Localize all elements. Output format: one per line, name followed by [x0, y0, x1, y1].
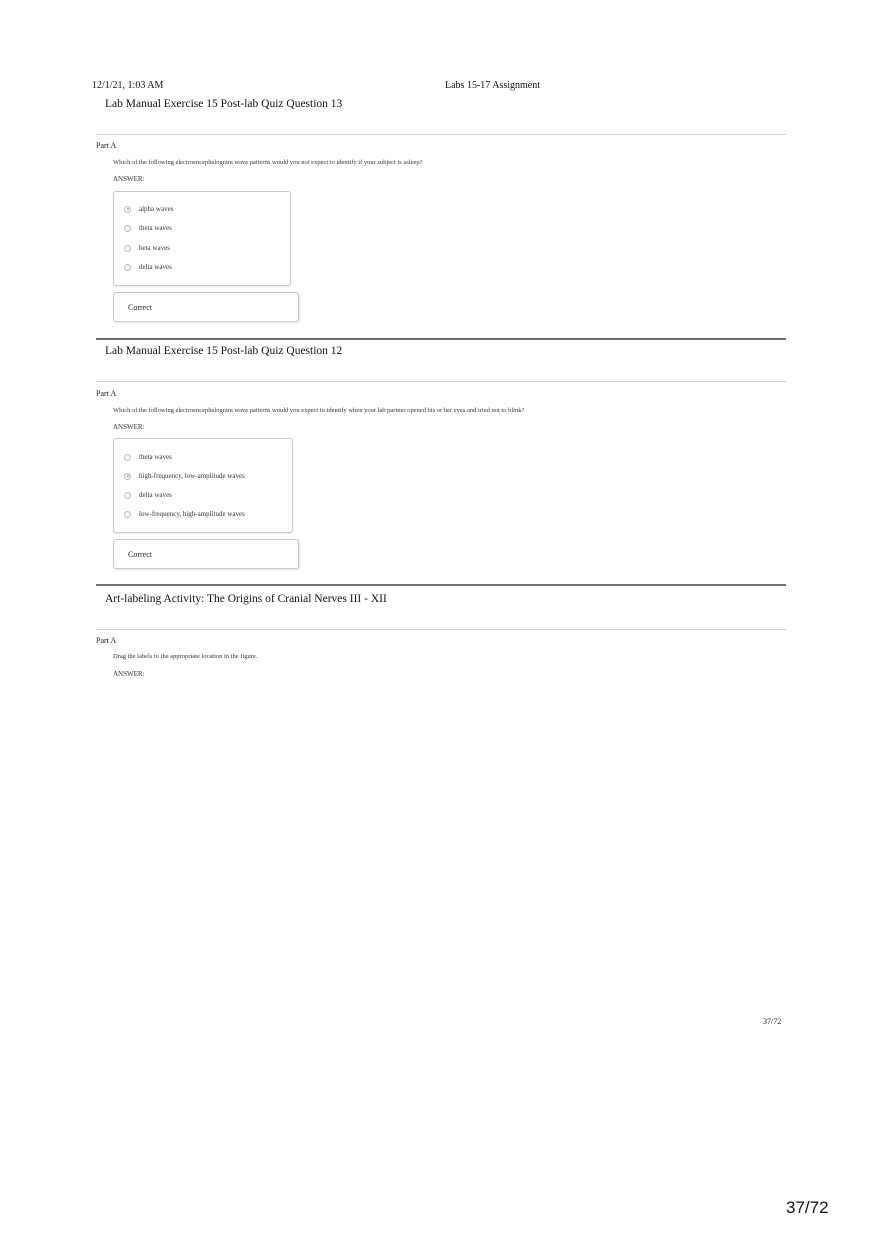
page-number: 37/72 [763, 1017, 782, 1026]
part-label: Part A [96, 636, 117, 645]
radio-icon[interactable] [124, 225, 131, 232]
option-label: delta waves [139, 491, 172, 499]
radio-icon[interactable] [124, 264, 131, 271]
activity-prompt: Drag the labels to the appropriate location in the figure. [113, 653, 258, 660]
question-title-12: Lab Manual Exercise 15 Post-lab Quiz Question 12 [105, 345, 343, 357]
answer-label: ANSWER: [113, 175, 145, 183]
feedback-text: Correct [128, 302, 152, 312]
option-label: high-frequency, low-amplitude waves [139, 472, 245, 480]
answer-option[interactable] [124, 224, 172, 232]
answer-label: ANSWER: [113, 423, 145, 431]
section-divider [96, 338, 786, 340]
radio-icon[interactable] [124, 492, 131, 499]
feedback-box [113, 539, 299, 569]
answer-option[interactable] [124, 205, 173, 213]
answer-option[interactable] [124, 510, 245, 518]
answer-option[interactable] [124, 453, 172, 461]
print-datetime: 12/1/21, 1:03 AM [92, 80, 164, 91]
answer-option[interactable] [124, 472, 245, 480]
part-label: Part A [96, 389, 117, 398]
radio-icon[interactable] [124, 511, 131, 518]
radio-icon[interactable] [124, 454, 131, 461]
divider [96, 629, 786, 630]
part-label: Part A [96, 141, 117, 150]
question-title-13: Lab Manual Exercise 15 Post-lab Quiz Question 13 [105, 98, 343, 110]
question-prompt: Which of the following electroencephalogram wave patterns would you expect to identify when your lab partner opened his or her eyes and tried not to blink? [113, 407, 525, 414]
divider [96, 381, 786, 382]
feedback-text: Correct [128, 549, 152, 559]
radio-icon[interactable] [124, 245, 131, 252]
section-divider [96, 584, 786, 586]
option-label: delta waves [139, 263, 172, 271]
radio-selected-icon[interactable] [124, 206, 131, 213]
answer-option[interactable] [124, 491, 172, 499]
option-label: theta waves [139, 224, 172, 232]
answer-label: ANSWER: [113, 670, 145, 678]
answer-option[interactable] [124, 263, 172, 271]
option-label: theta waves [139, 453, 172, 461]
answer-option[interactable] [124, 244, 170, 252]
option-label: beta waves [139, 244, 170, 252]
document-title: Labs 15-17 Assignment [445, 80, 540, 91]
activity-title: Art-labeling Activity: The Origins of Cranial Nerves III - XII [105, 593, 387, 605]
answer-options-box [113, 438, 293, 533]
option-label: low-frequency, high-amplitude waves [139, 510, 245, 518]
radio-selected-icon[interactable] [124, 473, 131, 480]
feedback-box [113, 292, 299, 322]
answer-options-box [113, 191, 291, 286]
divider [96, 134, 786, 135]
viewer-page-indicator: 37/72 [786, 1198, 829, 1217]
question-prompt: Which of the following electroencephalogram wave patterns would you not expect to identify if your subject is asleep? [113, 159, 423, 166]
option-label: alpha waves [139, 205, 174, 213]
